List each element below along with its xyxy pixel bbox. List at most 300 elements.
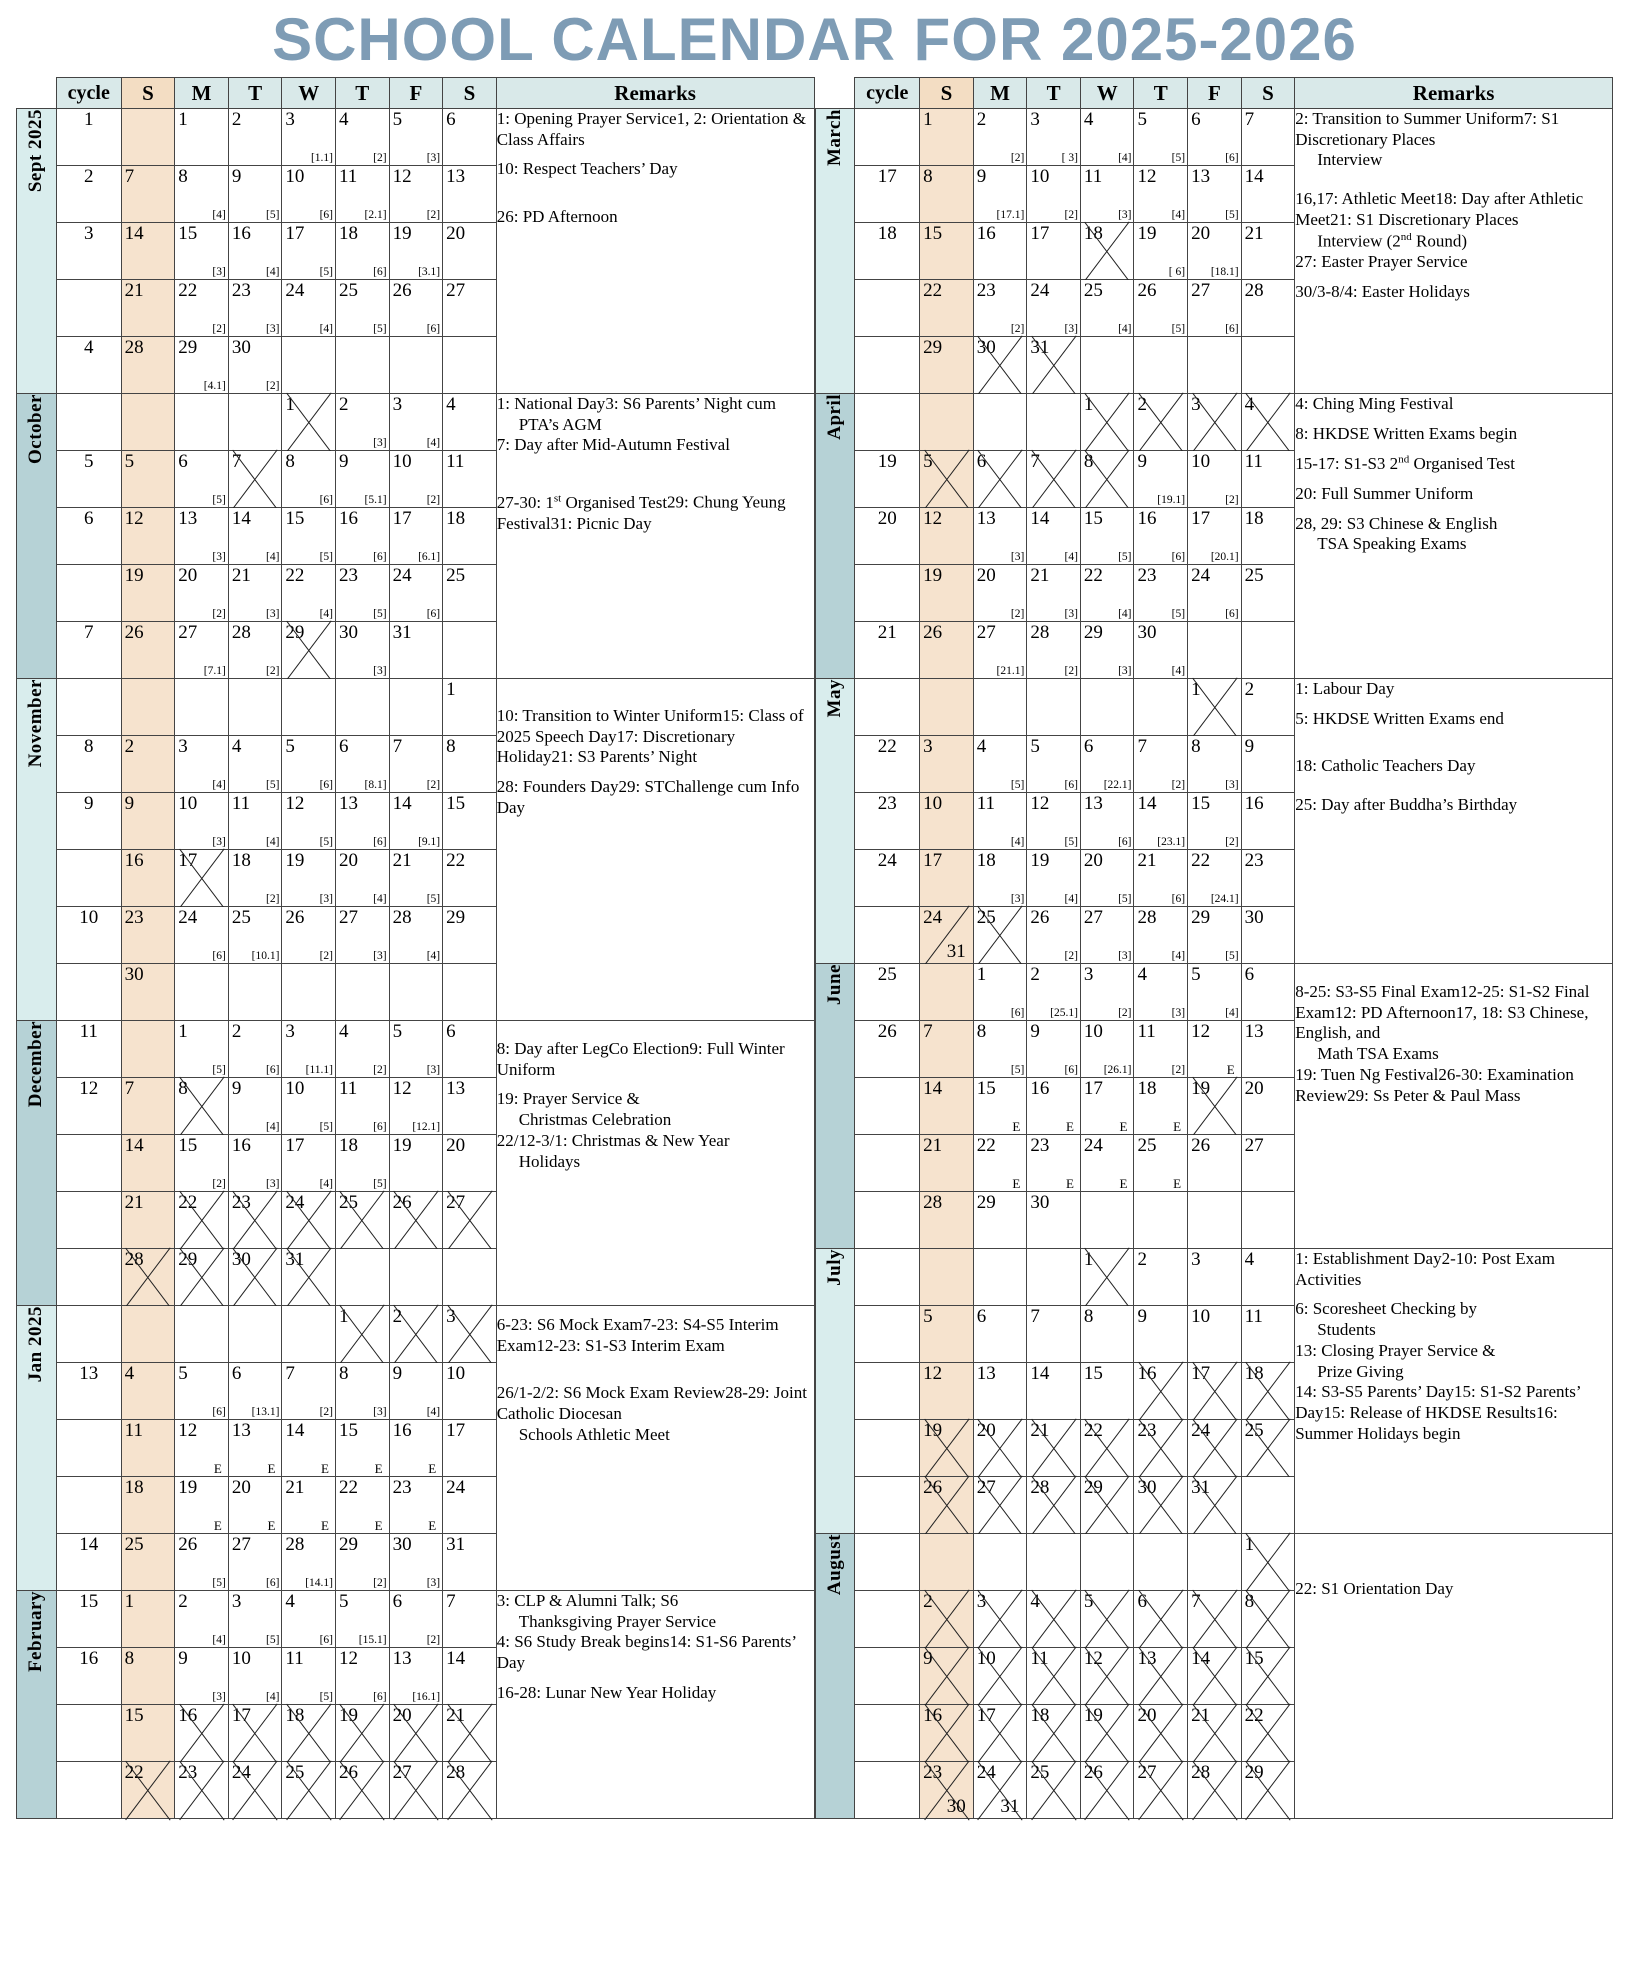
day-cell[interactable]: [282, 1249, 336, 1306]
day-cell[interactable]: [175, 964, 229, 1021]
day-cell[interactable]: [121, 166, 175, 223]
day-cell[interactable]: [389, 451, 443, 508]
day-cell[interactable]: [1027, 508, 1081, 565]
day-cell[interactable]: [335, 280, 389, 337]
day-cell[interactable]: [443, 451, 497, 508]
day-cell[interactable]: [920, 1135, 974, 1192]
day-cell[interactable]: [121, 1534, 175, 1591]
day-cell[interactable]: [228, 793, 282, 850]
day-cell[interactable]: [920, 622, 974, 679]
day-cell[interactable]: [1134, 223, 1188, 280]
day-cell[interactable]: [920, 1363, 974, 1420]
day-cell[interactable]: [335, 1363, 389, 1420]
day-cell[interactable]: [1188, 736, 1242, 793]
day-cell[interactable]: [1080, 1135, 1134, 1192]
day-cell[interactable]: [335, 1762, 389, 1819]
day-cell[interactable]: [1134, 109, 1188, 166]
day-cell[interactable]: [121, 1363, 175, 1420]
day-cell[interactable]: [121, 337, 175, 394]
day-cell[interactable]: [1134, 508, 1188, 565]
day-cell[interactable]: [443, 1306, 497, 1363]
day-cell[interactable]: [443, 109, 497, 166]
day-cell[interactable]: [443, 1477, 497, 1534]
day-cell[interactable]: [920, 793, 974, 850]
day-cell[interactable]: [443, 1192, 497, 1249]
day-cell[interactable]: [335, 736, 389, 793]
day-cell[interactable]: [335, 1021, 389, 1078]
day-cell[interactable]: [282, 622, 336, 679]
day-cell[interactable]: [282, 451, 336, 508]
day-cell[interactable]: [121, 565, 175, 622]
day-cell[interactable]: [228, 736, 282, 793]
day-cell[interactable]: [443, 736, 497, 793]
day-cell[interactable]: [389, 1534, 443, 1591]
day-cell[interactable]: [1134, 850, 1188, 907]
day-cell[interactable]: [1134, 166, 1188, 223]
day-cell[interactable]: [973, 1420, 1027, 1477]
day-cell[interactable]: [973, 1078, 1027, 1135]
day-cell[interactable]: [973, 1021, 1027, 1078]
day-cell[interactable]: [335, 166, 389, 223]
day-cell[interactable]: [920, 907, 974, 964]
day-cell[interactable]: [973, 1762, 1027, 1819]
day-cell[interactable]: [1027, 394, 1081, 451]
day-cell[interactable]: [443, 907, 497, 964]
day-cell[interactable]: [443, 166, 497, 223]
day-cell[interactable]: [175, 508, 229, 565]
day-cell[interactable]: [1134, 793, 1188, 850]
day-cell[interactable]: [1188, 793, 1242, 850]
day-cell[interactable]: [121, 1021, 175, 1078]
day-cell[interactable]: [1134, 1477, 1188, 1534]
day-cell[interactable]: [1134, 1705, 1188, 1762]
day-cell[interactable]: [175, 280, 229, 337]
day-cell[interactable]: [920, 337, 974, 394]
day-cell[interactable]: [121, 280, 175, 337]
day-cell[interactable]: [228, 1534, 282, 1591]
day-cell[interactable]: [335, 1477, 389, 1534]
day-cell[interactable]: [1241, 679, 1295, 736]
day-cell[interactable]: [1080, 1192, 1134, 1249]
day-cell[interactable]: [973, 508, 1027, 565]
day-cell[interactable]: [121, 850, 175, 907]
day-cell[interactable]: [389, 1306, 443, 1363]
day-cell[interactable]: [920, 223, 974, 280]
day-cell[interactable]: [389, 1249, 443, 1306]
day-cell[interactable]: [175, 1648, 229, 1705]
day-cell[interactable]: [1188, 166, 1242, 223]
day-cell[interactable]: [1188, 622, 1242, 679]
day-cell[interactable]: [443, 1762, 497, 1819]
day-cell[interactable]: [228, 394, 282, 451]
day-cell[interactable]: [335, 1306, 389, 1363]
day-cell[interactable]: [389, 109, 443, 166]
day-cell[interactable]: [973, 1591, 1027, 1648]
day-cell[interactable]: [443, 337, 497, 394]
day-cell[interactable]: [389, 1477, 443, 1534]
day-cell[interactable]: [1080, 736, 1134, 793]
day-cell[interactable]: [335, 1648, 389, 1705]
day-cell[interactable]: [1241, 508, 1295, 565]
day-cell[interactable]: [1241, 337, 1295, 394]
day-cell[interactable]: [1027, 166, 1081, 223]
day-cell[interactable]: [389, 223, 443, 280]
day-cell[interactable]: [389, 1363, 443, 1420]
day-cell[interactable]: [973, 280, 1027, 337]
day-cell[interactable]: [1188, 1306, 1242, 1363]
day-cell[interactable]: [282, 736, 336, 793]
day-cell[interactable]: [443, 508, 497, 565]
day-cell[interactable]: [920, 1705, 974, 1762]
day-cell[interactable]: [282, 1648, 336, 1705]
day-cell[interactable]: [1134, 736, 1188, 793]
day-cell[interactable]: [175, 1021, 229, 1078]
day-cell[interactable]: [1241, 907, 1295, 964]
day-cell[interactable]: [1080, 850, 1134, 907]
day-cell[interactable]: [1188, 109, 1242, 166]
day-cell[interactable]: [335, 1135, 389, 1192]
day-cell[interactable]: [1080, 394, 1134, 451]
day-cell[interactable]: [973, 1249, 1027, 1306]
day-cell[interactable]: [389, 736, 443, 793]
day-cell[interactable]: [282, 166, 336, 223]
day-cell[interactable]: [1188, 394, 1242, 451]
day-cell[interactable]: [920, 565, 974, 622]
day-cell[interactable]: [228, 223, 282, 280]
day-cell[interactable]: [1080, 1420, 1134, 1477]
day-cell[interactable]: [1080, 1363, 1134, 1420]
day-cell[interactable]: [228, 1705, 282, 1762]
day-cell[interactable]: [1027, 109, 1081, 166]
day-cell[interactable]: [1188, 1534, 1242, 1591]
day-cell[interactable]: [175, 394, 229, 451]
day-cell[interactable]: [121, 223, 175, 280]
day-cell[interactable]: [1241, 1762, 1295, 1819]
day-cell[interactable]: [920, 679, 974, 736]
day-cell[interactable]: [1027, 280, 1081, 337]
day-cell[interactable]: [1188, 1078, 1242, 1135]
day-cell[interactable]: [1188, 337, 1242, 394]
day-cell[interactable]: [1134, 1021, 1188, 1078]
day-cell[interactable]: [973, 1363, 1027, 1420]
day-cell[interactable]: [1134, 1078, 1188, 1135]
day-cell[interactable]: [175, 907, 229, 964]
day-cell[interactable]: [973, 736, 1027, 793]
day-cell[interactable]: [228, 1591, 282, 1648]
day-cell[interactable]: [282, 679, 336, 736]
day-cell[interactable]: [1188, 223, 1242, 280]
day-cell[interactable]: [920, 1477, 974, 1534]
day-cell[interactable]: [282, 337, 336, 394]
day-cell[interactable]: [1134, 1648, 1188, 1705]
day-cell[interactable]: [389, 280, 443, 337]
day-cell[interactable]: [1188, 280, 1242, 337]
day-cell[interactable]: [389, 1762, 443, 1819]
day-cell[interactable]: [282, 1762, 336, 1819]
day-cell[interactable]: [1080, 1762, 1134, 1819]
day-cell[interactable]: [443, 280, 497, 337]
day-cell[interactable]: [335, 1534, 389, 1591]
day-cell[interactable]: [1241, 1420, 1295, 1477]
day-cell[interactable]: [1188, 451, 1242, 508]
day-cell[interactable]: [121, 1762, 175, 1819]
day-cell[interactable]: [1134, 565, 1188, 622]
day-cell[interactable]: [175, 1591, 229, 1648]
day-cell[interactable]: [920, 1591, 974, 1648]
day-cell[interactable]: [121, 1477, 175, 1534]
day-cell[interactable]: [228, 565, 282, 622]
day-cell[interactable]: [920, 109, 974, 166]
day-cell[interactable]: [1080, 1078, 1134, 1135]
day-cell[interactable]: [282, 1705, 336, 1762]
day-cell[interactable]: [973, 1192, 1027, 1249]
day-cell[interactable]: [1027, 1306, 1081, 1363]
day-cell[interactable]: [1241, 1078, 1295, 1135]
day-cell[interactable]: [335, 394, 389, 451]
day-cell[interactable]: [121, 394, 175, 451]
day-cell[interactable]: [1241, 1534, 1295, 1591]
day-cell[interactable]: [228, 166, 282, 223]
day-cell[interactable]: [1188, 1363, 1242, 1420]
day-cell[interactable]: [175, 565, 229, 622]
day-cell[interactable]: [1080, 508, 1134, 565]
day-cell[interactable]: [335, 508, 389, 565]
day-cell[interactable]: [1027, 907, 1081, 964]
day-cell[interactable]: [175, 337, 229, 394]
day-cell[interactable]: [1027, 1192, 1081, 1249]
day-cell[interactable]: [1080, 1021, 1134, 1078]
day-cell[interactable]: [389, 1078, 443, 1135]
day-cell[interactable]: [1080, 679, 1134, 736]
day-cell[interactable]: [282, 1021, 336, 1078]
day-cell[interactable]: [175, 109, 229, 166]
day-cell[interactable]: [1241, 109, 1295, 166]
day-cell[interactable]: [1188, 679, 1242, 736]
day-cell[interactable]: [282, 850, 336, 907]
day-cell[interactable]: [443, 964, 497, 1021]
day-cell[interactable]: [1188, 1192, 1242, 1249]
day-cell[interactable]: [443, 793, 497, 850]
day-cell[interactable]: [1080, 1306, 1134, 1363]
day-cell[interactable]: [175, 1249, 229, 1306]
day-cell[interactable]: [1080, 964, 1134, 1021]
day-cell[interactable]: [1241, 1705, 1295, 1762]
day-cell[interactable]: [1027, 1648, 1081, 1705]
day-cell[interactable]: [282, 1591, 336, 1648]
day-cell[interactable]: [973, 622, 1027, 679]
day-cell[interactable]: [920, 1192, 974, 1249]
day-cell[interactable]: [228, 622, 282, 679]
day-cell[interactable]: [121, 622, 175, 679]
day-cell[interactable]: [1027, 1078, 1081, 1135]
day-cell[interactable]: [175, 1078, 229, 1135]
day-cell[interactable]: [121, 1420, 175, 1477]
day-cell[interactable]: [282, 394, 336, 451]
day-cell[interactable]: [389, 166, 443, 223]
day-cell[interactable]: [1134, 1420, 1188, 1477]
day-cell[interactable]: [121, 1591, 175, 1648]
day-cell[interactable]: [973, 166, 1027, 223]
day-cell[interactable]: [920, 1021, 974, 1078]
day-cell[interactable]: [1188, 1021, 1242, 1078]
day-cell[interactable]: [443, 1021, 497, 1078]
day-cell[interactable]: [1134, 907, 1188, 964]
day-cell[interactable]: [1080, 1648, 1134, 1705]
day-cell[interactable]: [335, 109, 389, 166]
day-cell[interactable]: [228, 1249, 282, 1306]
day-cell[interactable]: [389, 508, 443, 565]
day-cell[interactable]: [1134, 1591, 1188, 1648]
day-cell[interactable]: [973, 907, 1027, 964]
day-cell[interactable]: [920, 1306, 974, 1363]
day-cell[interactable]: [1134, 1762, 1188, 1819]
day-cell[interactable]: [1027, 1591, 1081, 1648]
day-cell[interactable]: [1241, 1477, 1295, 1534]
day-cell[interactable]: [1080, 109, 1134, 166]
day-cell[interactable]: [973, 1648, 1027, 1705]
day-cell[interactable]: [1027, 1135, 1081, 1192]
day-cell[interactable]: [1027, 1477, 1081, 1534]
day-cell[interactable]: [443, 1363, 497, 1420]
day-cell[interactable]: [175, 1705, 229, 1762]
day-cell[interactable]: [282, 1306, 336, 1363]
day-cell[interactable]: [1027, 622, 1081, 679]
day-cell[interactable]: [389, 565, 443, 622]
day-cell[interactable]: [389, 1021, 443, 1078]
day-cell[interactable]: [1027, 1534, 1081, 1591]
day-cell[interactable]: [1134, 622, 1188, 679]
day-cell[interactable]: [1188, 1762, 1242, 1819]
day-cell[interactable]: [228, 280, 282, 337]
day-cell[interactable]: [121, 964, 175, 1021]
day-cell[interactable]: [1080, 1534, 1134, 1591]
day-cell[interactable]: [443, 850, 497, 907]
day-cell[interactable]: [1080, 622, 1134, 679]
day-cell[interactable]: [1241, 223, 1295, 280]
day-cell[interactable]: [1188, 907, 1242, 964]
day-cell[interactable]: [282, 1420, 336, 1477]
day-cell[interactable]: [1080, 166, 1134, 223]
day-cell[interactable]: [389, 337, 443, 394]
day-cell[interactable]: [389, 907, 443, 964]
day-cell[interactable]: [389, 679, 443, 736]
day-cell[interactable]: [228, 679, 282, 736]
day-cell[interactable]: [1080, 280, 1134, 337]
day-cell[interactable]: [1080, 565, 1134, 622]
day-cell[interactable]: [1188, 964, 1242, 1021]
day-cell[interactable]: [973, 793, 1027, 850]
day-cell[interactable]: [121, 1192, 175, 1249]
day-cell[interactable]: [175, 736, 229, 793]
day-cell[interactable]: [335, 1249, 389, 1306]
day-cell[interactable]: [973, 451, 1027, 508]
day-cell[interactable]: [1027, 565, 1081, 622]
day-cell[interactable]: [1080, 337, 1134, 394]
day-cell[interactable]: [1241, 1591, 1295, 1648]
day-cell[interactable]: [389, 1420, 443, 1477]
day-cell[interactable]: [228, 907, 282, 964]
day-cell[interactable]: [228, 1306, 282, 1363]
day-cell[interactable]: [121, 1705, 175, 1762]
day-cell[interactable]: [228, 1477, 282, 1534]
day-cell[interactable]: [443, 1135, 497, 1192]
day-cell[interactable]: [1080, 223, 1134, 280]
day-cell[interactable]: [335, 1192, 389, 1249]
day-cell[interactable]: [1188, 1420, 1242, 1477]
day-cell[interactable]: [175, 1135, 229, 1192]
day-cell[interactable]: [175, 1420, 229, 1477]
day-cell[interactable]: [920, 1762, 974, 1819]
day-cell[interactable]: [335, 850, 389, 907]
day-cell[interactable]: [1080, 907, 1134, 964]
day-cell[interactable]: [443, 223, 497, 280]
day-cell[interactable]: [335, 1420, 389, 1477]
day-cell[interactable]: [443, 394, 497, 451]
day-cell[interactable]: [121, 1249, 175, 1306]
day-cell[interactable]: [389, 394, 443, 451]
day-cell[interactable]: [1027, 1363, 1081, 1420]
day-cell[interactable]: [282, 1477, 336, 1534]
day-cell[interactable]: [121, 1306, 175, 1363]
day-cell[interactable]: [1027, 736, 1081, 793]
day-cell[interactable]: [443, 1534, 497, 1591]
day-cell[interactable]: [973, 1534, 1027, 1591]
day-cell[interactable]: [1134, 1249, 1188, 1306]
day-cell[interactable]: [228, 1135, 282, 1192]
day-cell[interactable]: [1134, 337, 1188, 394]
day-cell[interactable]: [1027, 793, 1081, 850]
day-cell[interactable]: [228, 1420, 282, 1477]
day-cell[interactable]: [228, 964, 282, 1021]
day-cell[interactable]: [443, 565, 497, 622]
day-cell[interactable]: [389, 793, 443, 850]
day-cell[interactable]: [920, 850, 974, 907]
day-cell[interactable]: [335, 565, 389, 622]
day-cell[interactable]: [228, 1363, 282, 1420]
day-cell[interactable]: [175, 793, 229, 850]
day-cell[interactable]: [920, 508, 974, 565]
day-cell[interactable]: [443, 1420, 497, 1477]
day-cell[interactable]: [973, 337, 1027, 394]
day-cell[interactable]: [1027, 337, 1081, 394]
day-cell[interactable]: [1027, 679, 1081, 736]
day-cell[interactable]: [443, 679, 497, 736]
day-cell[interactable]: [1134, 1534, 1188, 1591]
day-cell[interactable]: [389, 1192, 443, 1249]
day-cell[interactable]: [1241, 1648, 1295, 1705]
day-cell[interactable]: [389, 1591, 443, 1648]
day-cell[interactable]: [175, 223, 229, 280]
day-cell[interactable]: [1241, 622, 1295, 679]
day-cell[interactable]: [1188, 1705, 1242, 1762]
day-cell[interactable]: [282, 1534, 336, 1591]
day-cell[interactable]: [121, 508, 175, 565]
day-cell[interactable]: [228, 109, 282, 166]
day-cell[interactable]: [1188, 1591, 1242, 1648]
day-cell[interactable]: [1134, 1306, 1188, 1363]
day-cell[interactable]: [282, 1192, 336, 1249]
day-cell[interactable]: [443, 1705, 497, 1762]
day-cell[interactable]: [973, 964, 1027, 1021]
day-cell[interactable]: [443, 1648, 497, 1705]
day-cell[interactable]: [175, 622, 229, 679]
day-cell[interactable]: [335, 964, 389, 1021]
day-cell[interactable]: [973, 1306, 1027, 1363]
day-cell[interactable]: [389, 1135, 443, 1192]
day-cell[interactable]: [1241, 1363, 1295, 1420]
day-cell[interactable]: [1241, 1135, 1295, 1192]
day-cell[interactable]: [1188, 850, 1242, 907]
